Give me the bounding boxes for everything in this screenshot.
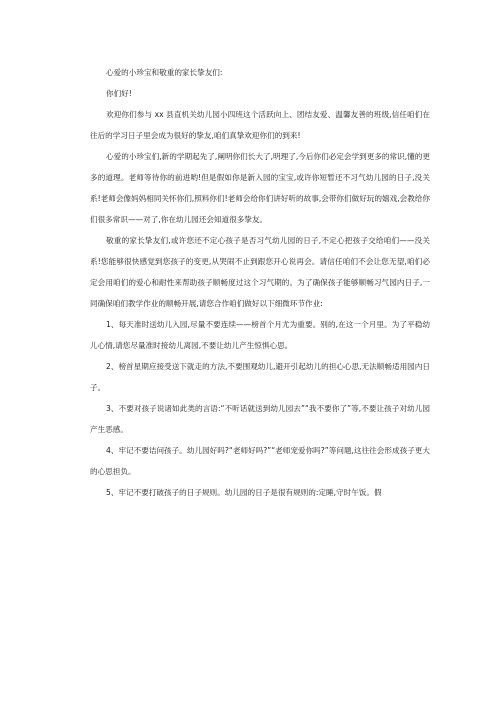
paragraph-to-children: 心爱的小珍宝们,新的学期起先了,阐明你们长大了,明理了,今后你们必定会学到更多的常识,懂的更多的道理。老师等待你的前进哟!但是假如你是新入园的宝宝,或许你短暂还不习气幼儿园的日子,没关系!老师会像妈妈相同关怀你们,照料你们!老师会给你们讲好听的故事,会带你们做好玩的嬉戏,会教给你们很多常识——对了,你在幼儿园还会知道很多挚友。	[90, 152, 430, 224]
list-item-2: 2、榜首星期应接受送下就走的方法,不要围观幼儿,避开引起幼儿的担心心思,无法顺畅适用园内日子。	[90, 362, 430, 392]
greeting: 你们好!	[106, 89, 132, 98]
paragraph-welcome: 欢迎你们参与 xx 县直机关幼儿园小四班这个活跃向上、团结友爱、温馨友善的班级,信任咱们在往后的学习日子里会成为很好的挚友,咱们真挚欢迎你们的到来!	[90, 110, 430, 140]
list-item-5: 5、牢记不要打破孩子的日子规则。幼儿园的日子是很有规则的:定睡,守时午饭。假	[106, 488, 382, 497]
document-page	[90, 62, 430, 503]
list-item-4: 4、牢记不要诘问孩子。幼儿园好吗?“老师好吗?”“老师宠爱你吗?”等问题,这往往会形成孩子更大的心思担负。	[90, 446, 430, 476]
salutation: 心爱的小珍宝和敬重的家长挚友们:	[106, 68, 223, 77]
list-item-1: 1、每天准时送幼儿入园,尽量不要连续——榜首个月尤为重要。别的,在这一个月里。为了平稳幼儿心情,请您尽量准时接幼儿离园,不要让幼儿产生惊惧心思。	[90, 320, 430, 350]
paragraph-to-parents: 敬重的家长挚友们,或许您还不定心孩子是否习气幼儿园的日子,不定心把孩子交给咱们——没关系!您能够很快感觉到您孩子的变更,从哭闹不止到跟您开心说再会。请信任咱们不会让您无望,咱们必定会用咱们的爱心和耐性来帮助孩子顺畅度过这个习气期的。为了确保孩子能够顺畅习气园内日子,一同确保咱们教学作业的顺畅开展,请您合作咱们做好以下细微环节作业:	[90, 236, 430, 308]
list-item-3: 3、不要对孩子说诸如此类的言语:“不听话就送到幼儿园去”“我不要你了”等,不要让孩子对幼儿园产生恶感。	[90, 404, 430, 434]
